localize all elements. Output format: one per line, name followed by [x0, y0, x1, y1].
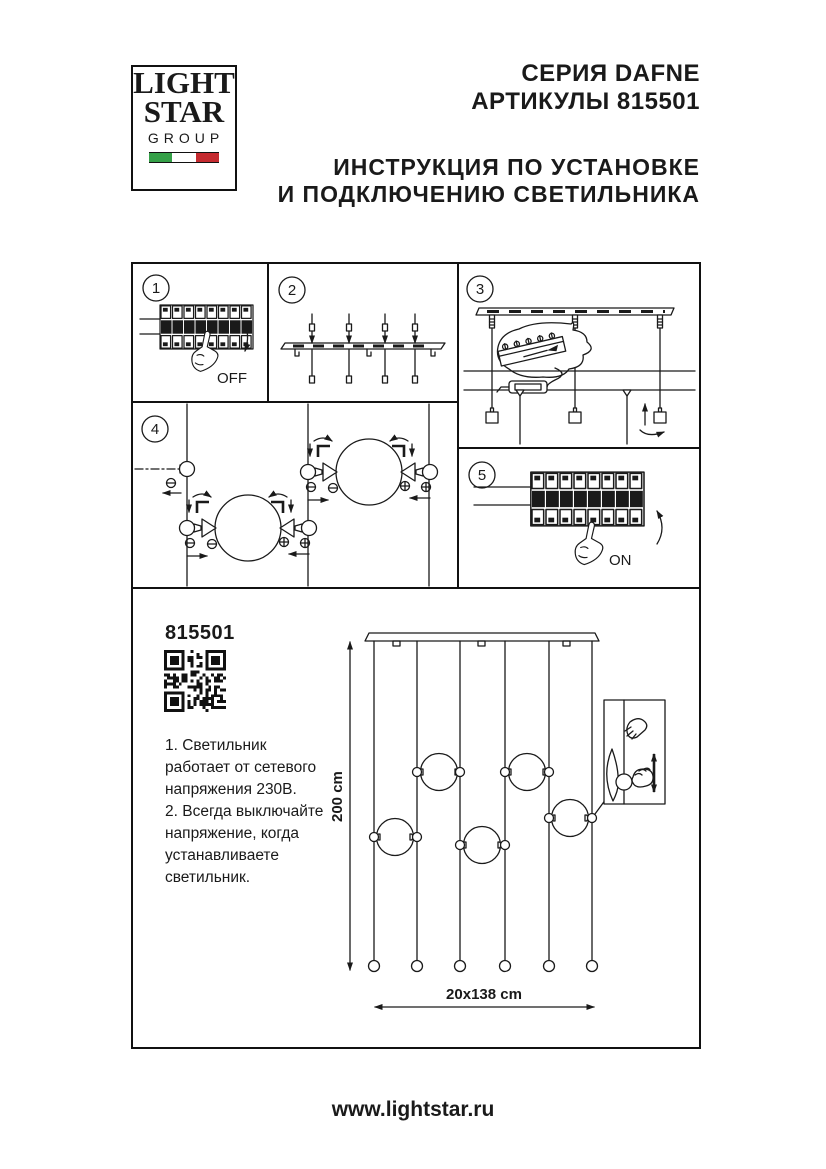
step4-number: 4 — [150, 421, 160, 438]
adjustment-detail-box — [604, 700, 665, 804]
lightstar-logo — [131, 65, 237, 191]
glass-sphere-assembly — [180, 494, 317, 561]
height-dimension — [329, 642, 350, 970]
title-block — [278, 60, 700, 208]
rotate-up-arrow-icon — [657, 511, 662, 544]
mounting-bar-icon — [281, 343, 445, 356]
hand-icon — [575, 522, 603, 564]
website-url: www.lightstar.ru — [331, 1098, 495, 1121]
instruction-title-line1: ИНСТРУКЦИЯ ПО УСТАНОВКЕ — [333, 154, 700, 180]
width-dimension — [375, 986, 594, 1007]
screws-above-icon — [310, 314, 418, 343]
cord-ends-icon — [486, 408, 666, 423]
dimension-drawing-panel — [131, 587, 701, 1049]
terminal-block-callout — [497, 323, 591, 378]
step2-panel — [267, 262, 459, 403]
step2-number: 2 — [287, 282, 297, 299]
logo-group: GROUP — [147, 130, 225, 146]
width-dimension-label: 20x138 cm — [446, 986, 522, 1003]
canopy-bar-icon — [365, 633, 599, 646]
circuit-breaker-icon — [474, 472, 644, 526]
cable-ball-icon — [135, 462, 195, 494]
step4-panel — [131, 401, 459, 589]
article-number: 815501 — [165, 622, 235, 644]
screws-below-icon — [310, 350, 418, 383]
step1-panel — [131, 262, 269, 403]
step5-panel — [457, 447, 701, 589]
pendant-wires-icon — [374, 641, 592, 961]
step3-panel — [457, 262, 701, 449]
instruction-title-line2: И ПОДКЛЮЧЕНИЮ СВЕТИЛЬНИКА — [277, 181, 700, 207]
series-title: СЕРИЯ DAFNE — [521, 60, 700, 87]
italian-flag-icon — [149, 152, 219, 163]
pendant-spheres-icon — [370, 754, 597, 864]
articles-title: АРТИКУЛЫ 815501 — [471, 88, 700, 115]
wire-end-balls-icon — [369, 961, 598, 972]
on-label: ON — [609, 552, 632, 569]
logo-star: STAR — [143, 94, 225, 129]
step5-number: 5 — [477, 467, 487, 484]
off-label: OFF — [217, 370, 247, 387]
step1-number: 1 — [151, 280, 161, 297]
circuit-breaker-icon — [140, 305, 253, 349]
safety-notes: 1. Светильник работает от сетевого напряжения 230В. 2. Всегда выключайте напряжение, когда устанавливаете светильник. — [165, 737, 324, 886]
height-dimension-label: 200 cm — [329, 771, 346, 822]
ceiling-plate-icon — [476, 308, 674, 315]
step3-number: 3 — [475, 281, 485, 298]
logo-light: LIGHT — [133, 65, 235, 100]
glass-sphere-assembly — [301, 438, 438, 505]
